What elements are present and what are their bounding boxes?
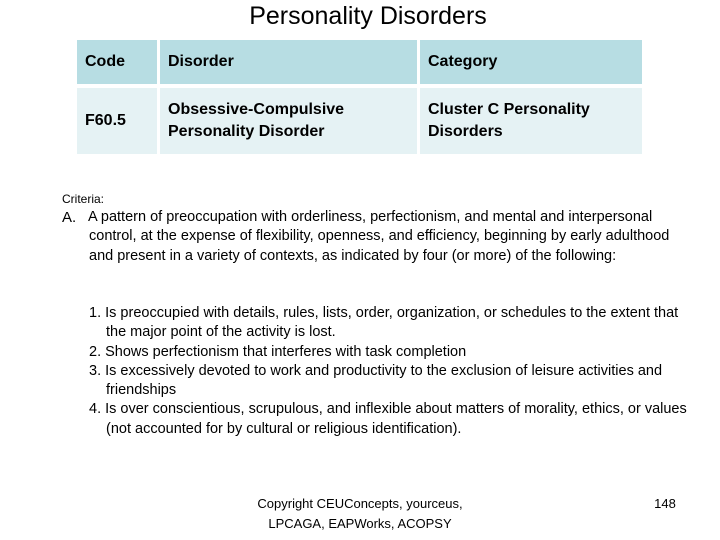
criterion-a	[62, 208, 672, 266]
copyright-text: Copyright CEUConcepts, yourceus, LPCAGA, EAPWorks, ACOPSY	[257, 496, 463, 531]
criterion-a-label: A.	[62, 209, 77, 226]
disorder-table	[77, 40, 642, 154]
list-item: 4. Is over conscientious, scrupulous, and inflexible about matters of morality, ethics, or values (not accounted for by cultural or religious identification).	[89, 401, 687, 437]
cell-category: Cluster C Personality Disorders	[417, 88, 642, 154]
table-header-row	[77, 40, 642, 88]
header-disorder: Disorder	[157, 40, 417, 88]
page-number: 148	[654, 496, 676, 511]
page-title: Personality Disorders	[249, 2, 487, 30]
cell-disorder: Obsessive-Compulsive Personality Disorder	[157, 88, 417, 154]
header-category: Category	[417, 40, 642, 88]
criteria-label: Criteria:	[62, 192, 105, 206]
list-item: 3. Is excessively devoted to work and productivity to the exclusion of leisure activities and friendships	[89, 362, 663, 399]
cell-code: F60.5	[77, 88, 157, 154]
criteria-list	[89, 304, 689, 439]
list-item: 1. Is preoccupied with details, rules, lists, order, organization, or schedules to the extent that the major point of the activity is lost.	[89, 305, 679, 341]
list-item: 2. Shows perfectionism that interferes with task completion	[89, 343, 467, 360]
criterion-a-text: A pattern of preoccupation with orderliness, perfectionism, and mental and interpersonal control, at the expense of flexibility, openness, and efficiency, beginning by early adulthood and present in a variety of contexts, as indicated by four (or more) of the following:	[88, 209, 670, 264]
table-row	[77, 88, 642, 154]
header-code: Code	[77, 40, 157, 88]
